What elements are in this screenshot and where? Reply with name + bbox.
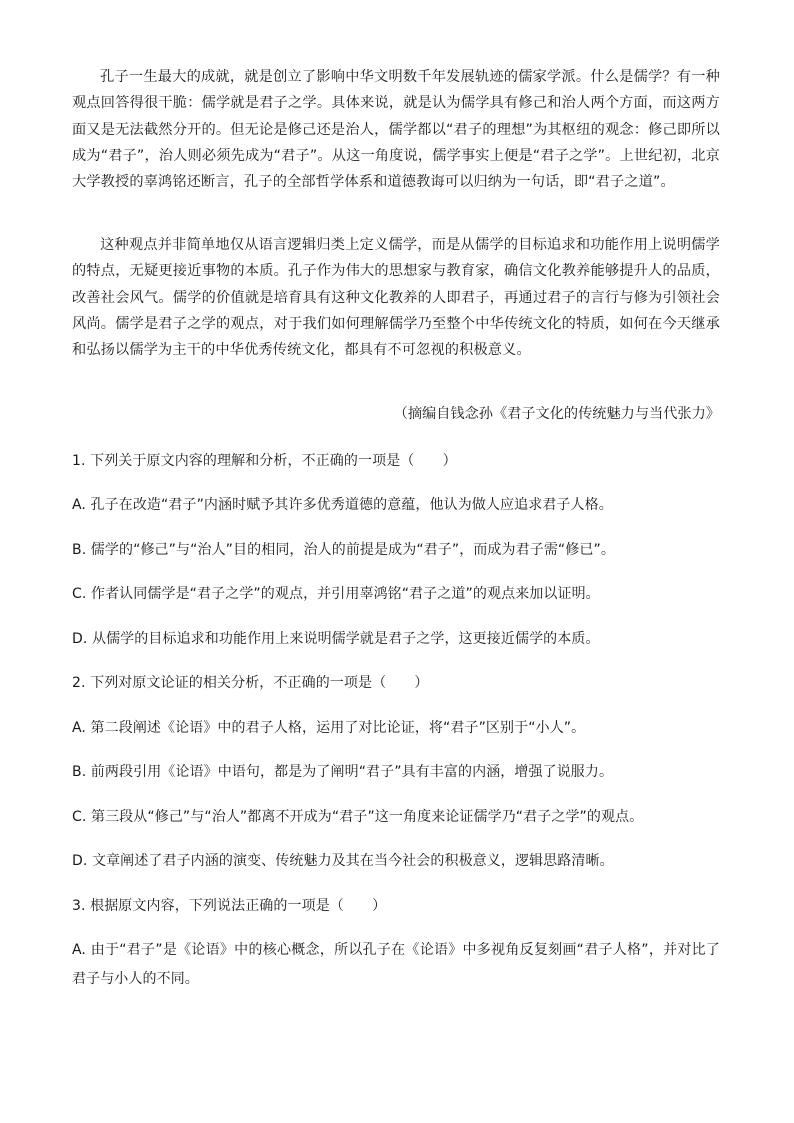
question-1-option-a: A. 孔子在改造“君子”内涵时赋予其许多优秀道德的意蕴，他认为做人应追求君子人格。: [72, 497, 613, 513]
question-1-option-b: B. 儒学的“修己”与“治人”目的相同，治人的前提是成为“君子”，而成为君子需“修已”。: [72, 542, 615, 558]
question-3-stem: 3. 根据原文内容，下列说法正确的一项是（ ）: [72, 898, 387, 914]
paragraph-1-text: 孔子一生最大的成就，就是创立了影响中华文明数千年发展轨迹的儒家学派。什么是儒学？有一种观点回答得很干脆：儒学就是君子之学。具体来说，就是认为儒学具有修己和治人两个方面，而这两方面又是无法截然分开的。但无论是修己还是治人，儒学都以“君子的理想”为其枢纽的观念：修己即所以成为“君子”，治人则必须先成为“君子”。从这一角度说，儒学事实上便是“君子之学”。上世纪初，北京大学教授的辜鸿铭还断言，孔子的全部哲学体系和道德教诲可以归纳为一句话，即“君子之道”。: [72, 69, 720, 191]
question-1-option-c: C. 作者认同儒学是“君子之学”的观点，并引用辜鸿铭“君子之道”的观点来加以证明。: [72, 586, 600, 602]
question-1-option-d: D. 从儒学的目标追求和功能作用上来说明儒学就是君子之学，这更接近儒学的本质。: [72, 631, 600, 647]
question-2-option-d: D. 文章阐述了君子内涵的演变、传统魅力及其在当今社会的积极意义，逻辑思路清晰。: [72, 853, 614, 869]
question-1-stem: 1. 下列关于原文内容的理解和分析，不正确的一项是（ ）: [72, 453, 457, 469]
question-2-option-b: B. 前两段引用《论语》中语句，都是为了阐明“君子”具有丰富的内涵，增强了说服力。: [72, 764, 614, 780]
passage-source: （摘编自钱念孙《君子文化的传统魅力与当代张力》: [393, 406, 720, 422]
question-2-option-a: A. 第二段阐述《论语》中的君子人格，运用了对比论证，将“君子”区别于“小人”。: [72, 720, 586, 736]
question-3-option-a: A. 由于“君子”是《论语》中的核心概念，所以孔子在《论语》中多视角反复刻画“君子人格”，并对比了君子与小人的不同。: [72, 942, 720, 987]
question-2-option-c: C. 第三段从“修己”与“治人”都离不开成为“君子”这一角度来论证儒学乃“君子之学”的观点。: [72, 809, 644, 825]
question-2-stem: 2. 下列对原文论证的相关分析，不正确的一项是（ ）: [72, 675, 429, 691]
passage-paragraph-2: [72, 232, 720, 363]
paragraph-2-text: 这种观点并非简单地仅从语言逻辑归类上定义儒学，而是从儒学的目标追求和功能作用上说明儒学的特点，无疑更接近事物的本质。孔子作为伟大的思想家与教育家，确信文化教养能够提升人的品质，改善社会风气。儒学的价值就是培育具有这种文化教养的人即君子，再通过君子的言行与修为引领社会风尚。儒学是君子之学的观点，对于我们如何理解儒学乃至整个中华传统文化的特质，如何在今天继承和弘扬以儒学为主干的中华优秀传统文化，都具有不可忽视的积极意义。: [72, 237, 720, 359]
passage-paragraph-1: [72, 64, 720, 195]
